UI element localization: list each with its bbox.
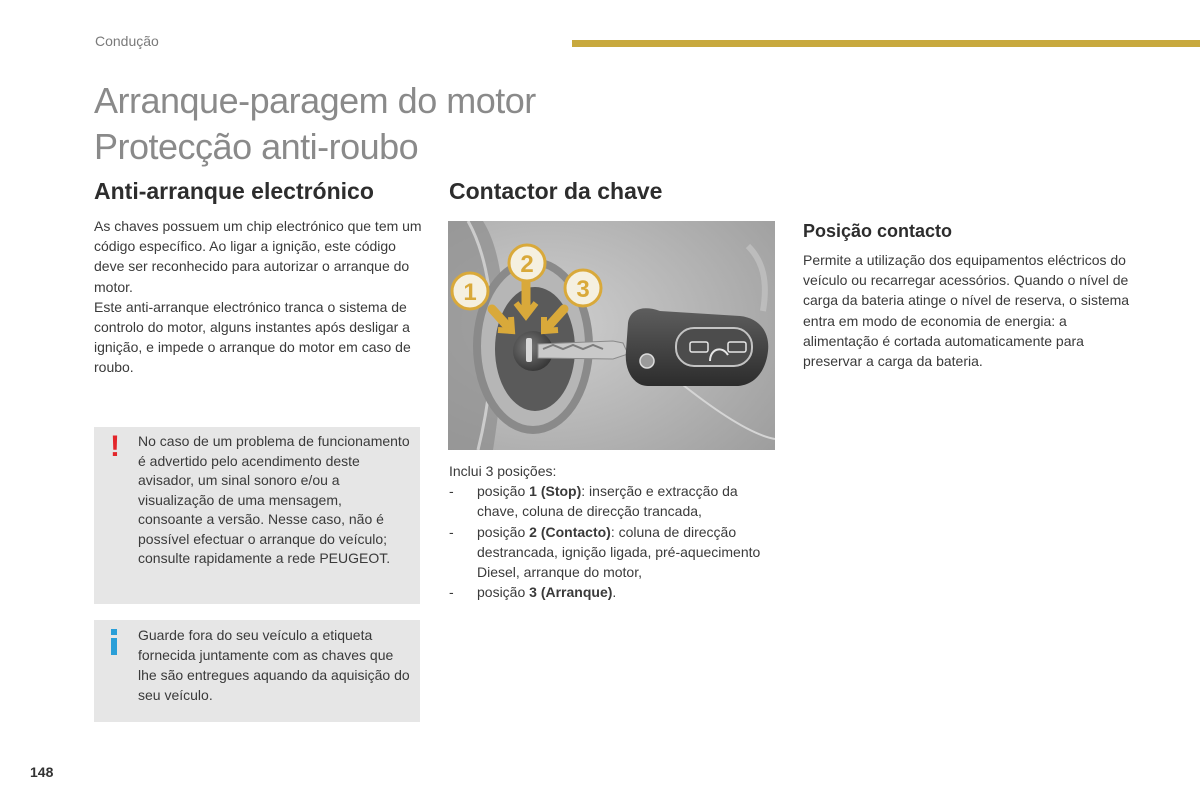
page-title-line-1: Arranque-paragem do motor: [94, 80, 536, 121]
warning-exclamation-icon: !: [110, 430, 120, 463]
position-item-2: - posição 2 (Contacto): coluna de direcção destrancada, ignição ligada, pré-aquecimento Diesel, arranque do motor,: [449, 523, 761, 581]
posicao-contacto-heading: Posição contacto: [803, 221, 953, 241]
positions-block: [449, 461, 774, 602]
page-title: [94, 78, 536, 170]
positions-intro: Inclui 3 posições:: [449, 463, 557, 479]
page-number: 148: [30, 764, 54, 780]
posicao-contacto-text: Permite a utilização dos equipamentos eléctricos do veículo ou recarregar acessórios. Quando o nível de carga da bateria atinge o nível de reserva, o sistema entra em modo de economia de energia: a alimentação é cortada automaticamente para preservar a carga da bateria.: [803, 252, 1130, 370]
anti-arranque-text: [94, 216, 424, 378]
page-title-line-2: Protecção anti-roubo: [94, 126, 419, 167]
info-note: [94, 620, 420, 722]
position-label-2: 2: [520, 251, 534, 278]
position-item-3: - posição 3 (Arranque).: [449, 584, 617, 601]
contactor-heading: Contactor da chave: [449, 178, 663, 204]
info-icon: [110, 629, 118, 655]
position-label-1: 1: [463, 279, 477, 306]
anti-arranque-heading: Anti-arranque electrónico: [94, 178, 374, 204]
warning-text: No caso de um problema de funcionamento é advertido pelo acendimento deste avisador, um sinal sonoro e/ou a visualização de uma mensagem, consoante a versão. Nesse caso, não é possível efectuar o arranque do veículo; consulte rapidamente a rede PEUGEOT.: [138, 433, 410, 566]
info-text: Guarde fora do seu veículo a etiqueta fornecida juntamente com as chaves que lhe são entregues aquando da aquisição do seu veículo.: [138, 627, 410, 703]
anti-arranque-paragraph-2: Este anti-arranque electrónico tranca o sistema de controlo do motor, alguns instantes após desligar a ignição, e impede o arranque do motor em caso de roubo.: [94, 298, 411, 376]
position-item-1: - posição 1 (Stop): inserção e extracção da chave, coluna de direcção trancada,: [449, 483, 738, 520]
position-label-3: 3: [576, 276, 590, 303]
header-accent-bar: [572, 40, 1200, 47]
ignition-key-illustration: [448, 221, 775, 450]
warning-note: [94, 427, 420, 604]
anti-arranque-paragraph-1: As chaves possuem um chip electrónico que tem um código específico. Ao ligar a ignição, este código deve ser reconhecido para autorizar o arranque do motor.: [94, 218, 422, 295]
section-label: Condução: [95, 33, 159, 49]
positions-list: [449, 481, 774, 602]
